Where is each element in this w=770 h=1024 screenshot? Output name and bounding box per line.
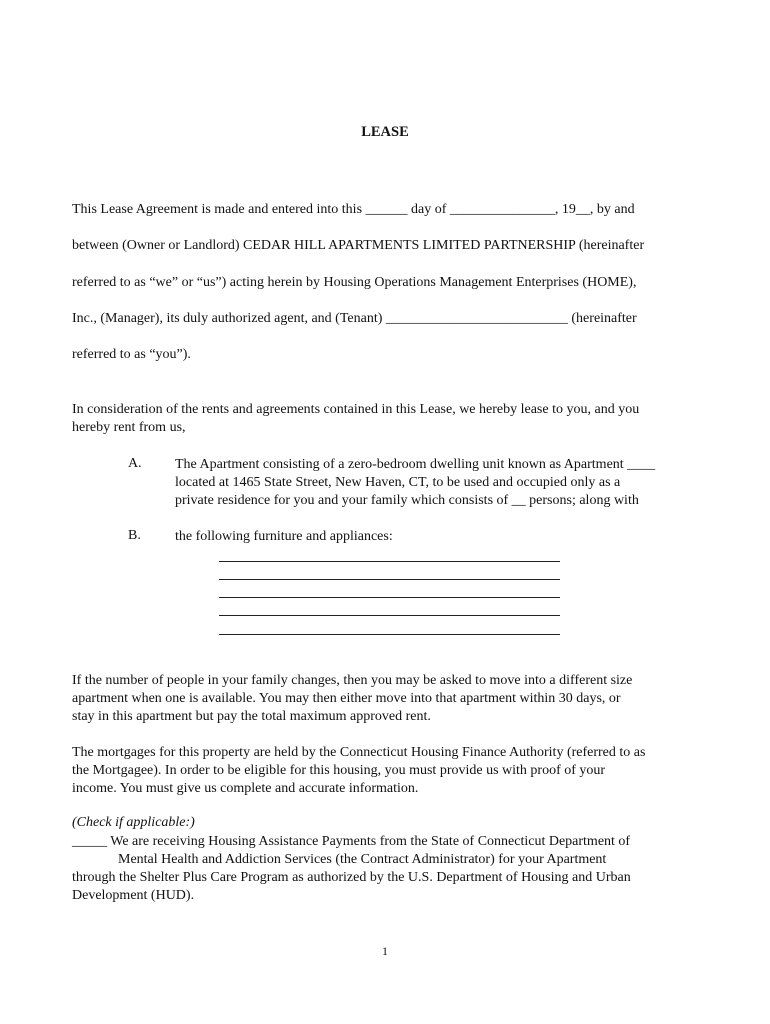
- blank-line: [219, 634, 560, 635]
- paragraph-line: Development (HUD).: [72, 888, 195, 903]
- blank-line: [219, 561, 560, 562]
- mortgage-paragraph: [72, 744, 700, 798]
- intro-line: referred to as “we” or “us”) acting herein by Housing Operations Management Enterprises (HOME),: [72, 275, 637, 290]
- item-letter: A.: [128, 456, 142, 471]
- item-line: located at 1465 State Street, New Haven, CT, to be used and occupied only as a: [175, 475, 621, 490]
- paragraph-line: If the number of people in your family changes, then you may be asked to move into a different size: [72, 673, 633, 688]
- blank-line: [219, 579, 560, 580]
- consideration-paragraph: [72, 401, 700, 437]
- intro-line: This Lease Agreement is made and entered into this ______ day of _______________, 19__, by and: [72, 202, 635, 217]
- item-text: [175, 456, 655, 510]
- item-line: private residence for you and your family which consists of __ persons; along with: [175, 493, 639, 508]
- item-line: The Apartment consisting of a zero-bedroom dwelling unit known as Apartment ____: [175, 457, 656, 472]
- item-line: the following furniture and appliances:: [175, 529, 393, 544]
- paragraph-line: income. You must give us complete and accurate information.: [72, 781, 419, 796]
- document-title: LEASE: [361, 124, 409, 140]
- paragraph-line: through the Shelter Plus Care Program as authorized by the U.S. Department of Housing and Urban: [72, 870, 631, 885]
- consideration-line: hereby rent from us,: [72, 420, 186, 435]
- paragraph-line: The mortgages for this property are held by the Connecticut Housing Finance Authority (referred to as: [72, 745, 646, 760]
- item-letter: B.: [128, 528, 141, 543]
- paragraph-line: Mental Health and Addiction Services (the Contract Administrator) for your Apartment: [118, 852, 607, 867]
- hud-paragraph: [72, 833, 631, 905]
- paragraph-line: apartment when one is available. You may then either move into that apartment within 30 days, or: [72, 691, 621, 706]
- intro-line: between (Owner or Landlord) CEDAR HILL APARTMENTS LIMITED PARTNERSHIP (hereinafter: [72, 238, 645, 253]
- paragraph-line: _____ We are receiving Housing Assistance Payments from the State of Connecticut Department of: [72, 834, 631, 849]
- item-text: [175, 528, 393, 546]
- paragraph-line: the Mortgagee). In order to be eligible for this housing, you must provide us with proof of your: [72, 763, 606, 778]
- blank-line: [219, 615, 560, 616]
- intro-line: referred to as “you”).: [72, 347, 191, 362]
- consideration-line: In consideration of the rents and agreements contained in this Lease, we hereby lease to you, and you: [72, 402, 640, 417]
- page-number: 1: [382, 944, 388, 958]
- family-change-paragraph: [72, 672, 700, 726]
- check-if-applicable-heading: (Check if applicable:): [72, 815, 195, 830]
- paragraph-line: stay in this apartment but pay the total maximum approved rent.: [72, 709, 431, 724]
- intro-line: Inc., (Manager), its duly authorized agent, and (Tenant) __________________________ (hereinafter: [72, 311, 637, 326]
- blank-line: [219, 597, 560, 598]
